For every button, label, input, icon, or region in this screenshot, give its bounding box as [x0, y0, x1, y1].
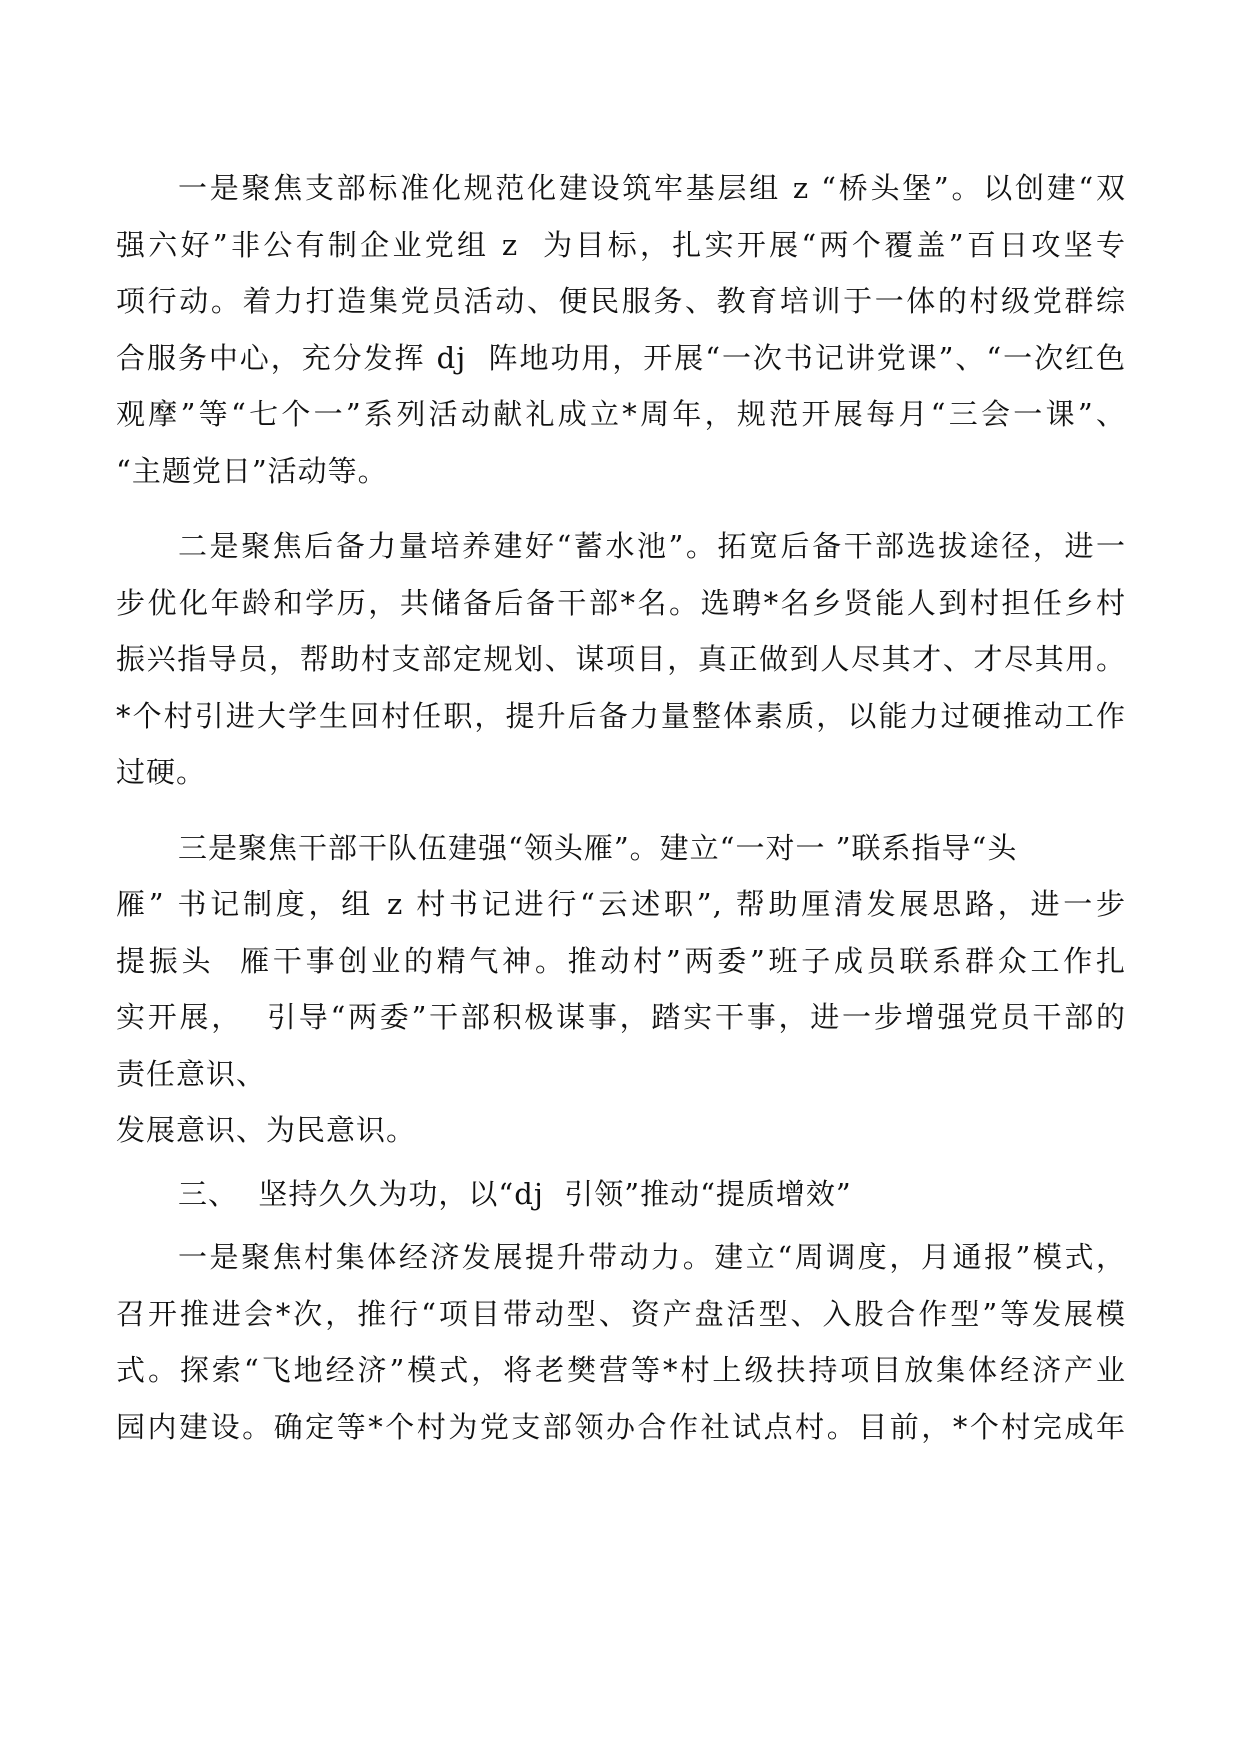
- text-line: 过硬。: [116, 755, 207, 789]
- text-line: *个村引进大学生回村任职，提升后备力量整体素质，以能力过硬推动工作: [116, 698, 1126, 733]
- paragraph-collective-economy: [116, 1237, 1126, 1463]
- text-line: 一是聚焦支部标准化规范化建设筑牢基层组 z “桥头堡”。以创建“双: [178, 171, 1126, 205]
- text-line: 式。探索“飞地经济”模式，将老樊营等*村上级扶持项目放集体经济产业: [116, 1353, 1126, 1387]
- section-heading: [116, 1174, 1126, 1231]
- text-line: 振兴指导员，帮助村支部定规划、谋项目，真正做到人尽其才、才尽其用。: [116, 642, 1126, 676]
- text-line: 提振头 雁干事创业的精气神。推动村”两委”班子成员联系群众工作扎: [116, 943, 1126, 978]
- text-line: 召开推进会*次，推行“项目带动型、资产盘活型、入股合作型”等发展模: [116, 1296, 1126, 1331]
- text-line: 二是聚焦后备力量培养建好“蓄水池”。拓宽后备干部选拔途径，进一: [178, 529, 1126, 563]
- text-line: 园内建设。确定等*个村为党支部领办合作社试点村。目前，*个村完成年: [116, 1409, 1126, 1444]
- text-line: 合服务中心，充分发挥 dj 阵地功用，开展“一次书记讲党课”、“一次红色: [116, 340, 1126, 375]
- paragraph-gap: [116, 1167, 1126, 1174]
- paragraph-gap: [116, 1230, 1126, 1237]
- text-line: 实开展， 引导“两委”干部积极谋事，踏实干事，进一步增强党员干部的: [116, 1000, 1126, 1034]
- text-line: 发展意识、为民意识。: [116, 1113, 417, 1147]
- text-line: 一是聚焦村集体经济发展提升带动力。建立“周调度，月通报”模式，: [178, 1240, 1126, 1274]
- text-line: 三是聚焦干部干队伍建强“领头雁”。建立“一对一 ”联系指导“头: [178, 830, 1018, 865]
- text-line: 观摩”等“七个一”系列活动献礼成立*周年，规范开展每月“三会一课”、: [116, 397, 1126, 431]
- paragraph-gap: [116, 809, 1126, 828]
- paragraph-lead-geese: [116, 828, 1126, 1167]
- text-line: 雁” 书记制度，组 z 村书记进行“云述职”, 帮助厘清发展思路，进一步: [116, 887, 1126, 921]
- text-line: 步优化年龄和学历，共储备后备干部*名。选聘*名乡贤能人到村担任乡村: [116, 585, 1126, 620]
- paragraph-branch-standardization: [116, 168, 1126, 507]
- text-line: 强六好”非公有制企业党组 z 为目标，扎实开展“两个覆盖”百日攻坚专: [116, 227, 1126, 262]
- text-line: 责任意识、: [116, 1056, 267, 1091]
- paragraph-reserve-cadres: [116, 526, 1126, 809]
- text-line: “主题党日”活动等。: [116, 453, 388, 488]
- document-body: [116, 168, 1126, 1463]
- paragraph-gap: [116, 507, 1126, 526]
- text-line: 项行动。着力打造集党员活动、便民服务、教育培训于一体的村级党群综: [116, 284, 1126, 318]
- section-heading-text: 三、 坚持久久为功，以“dj 引领”推动“提质增效”: [178, 1176, 852, 1211]
